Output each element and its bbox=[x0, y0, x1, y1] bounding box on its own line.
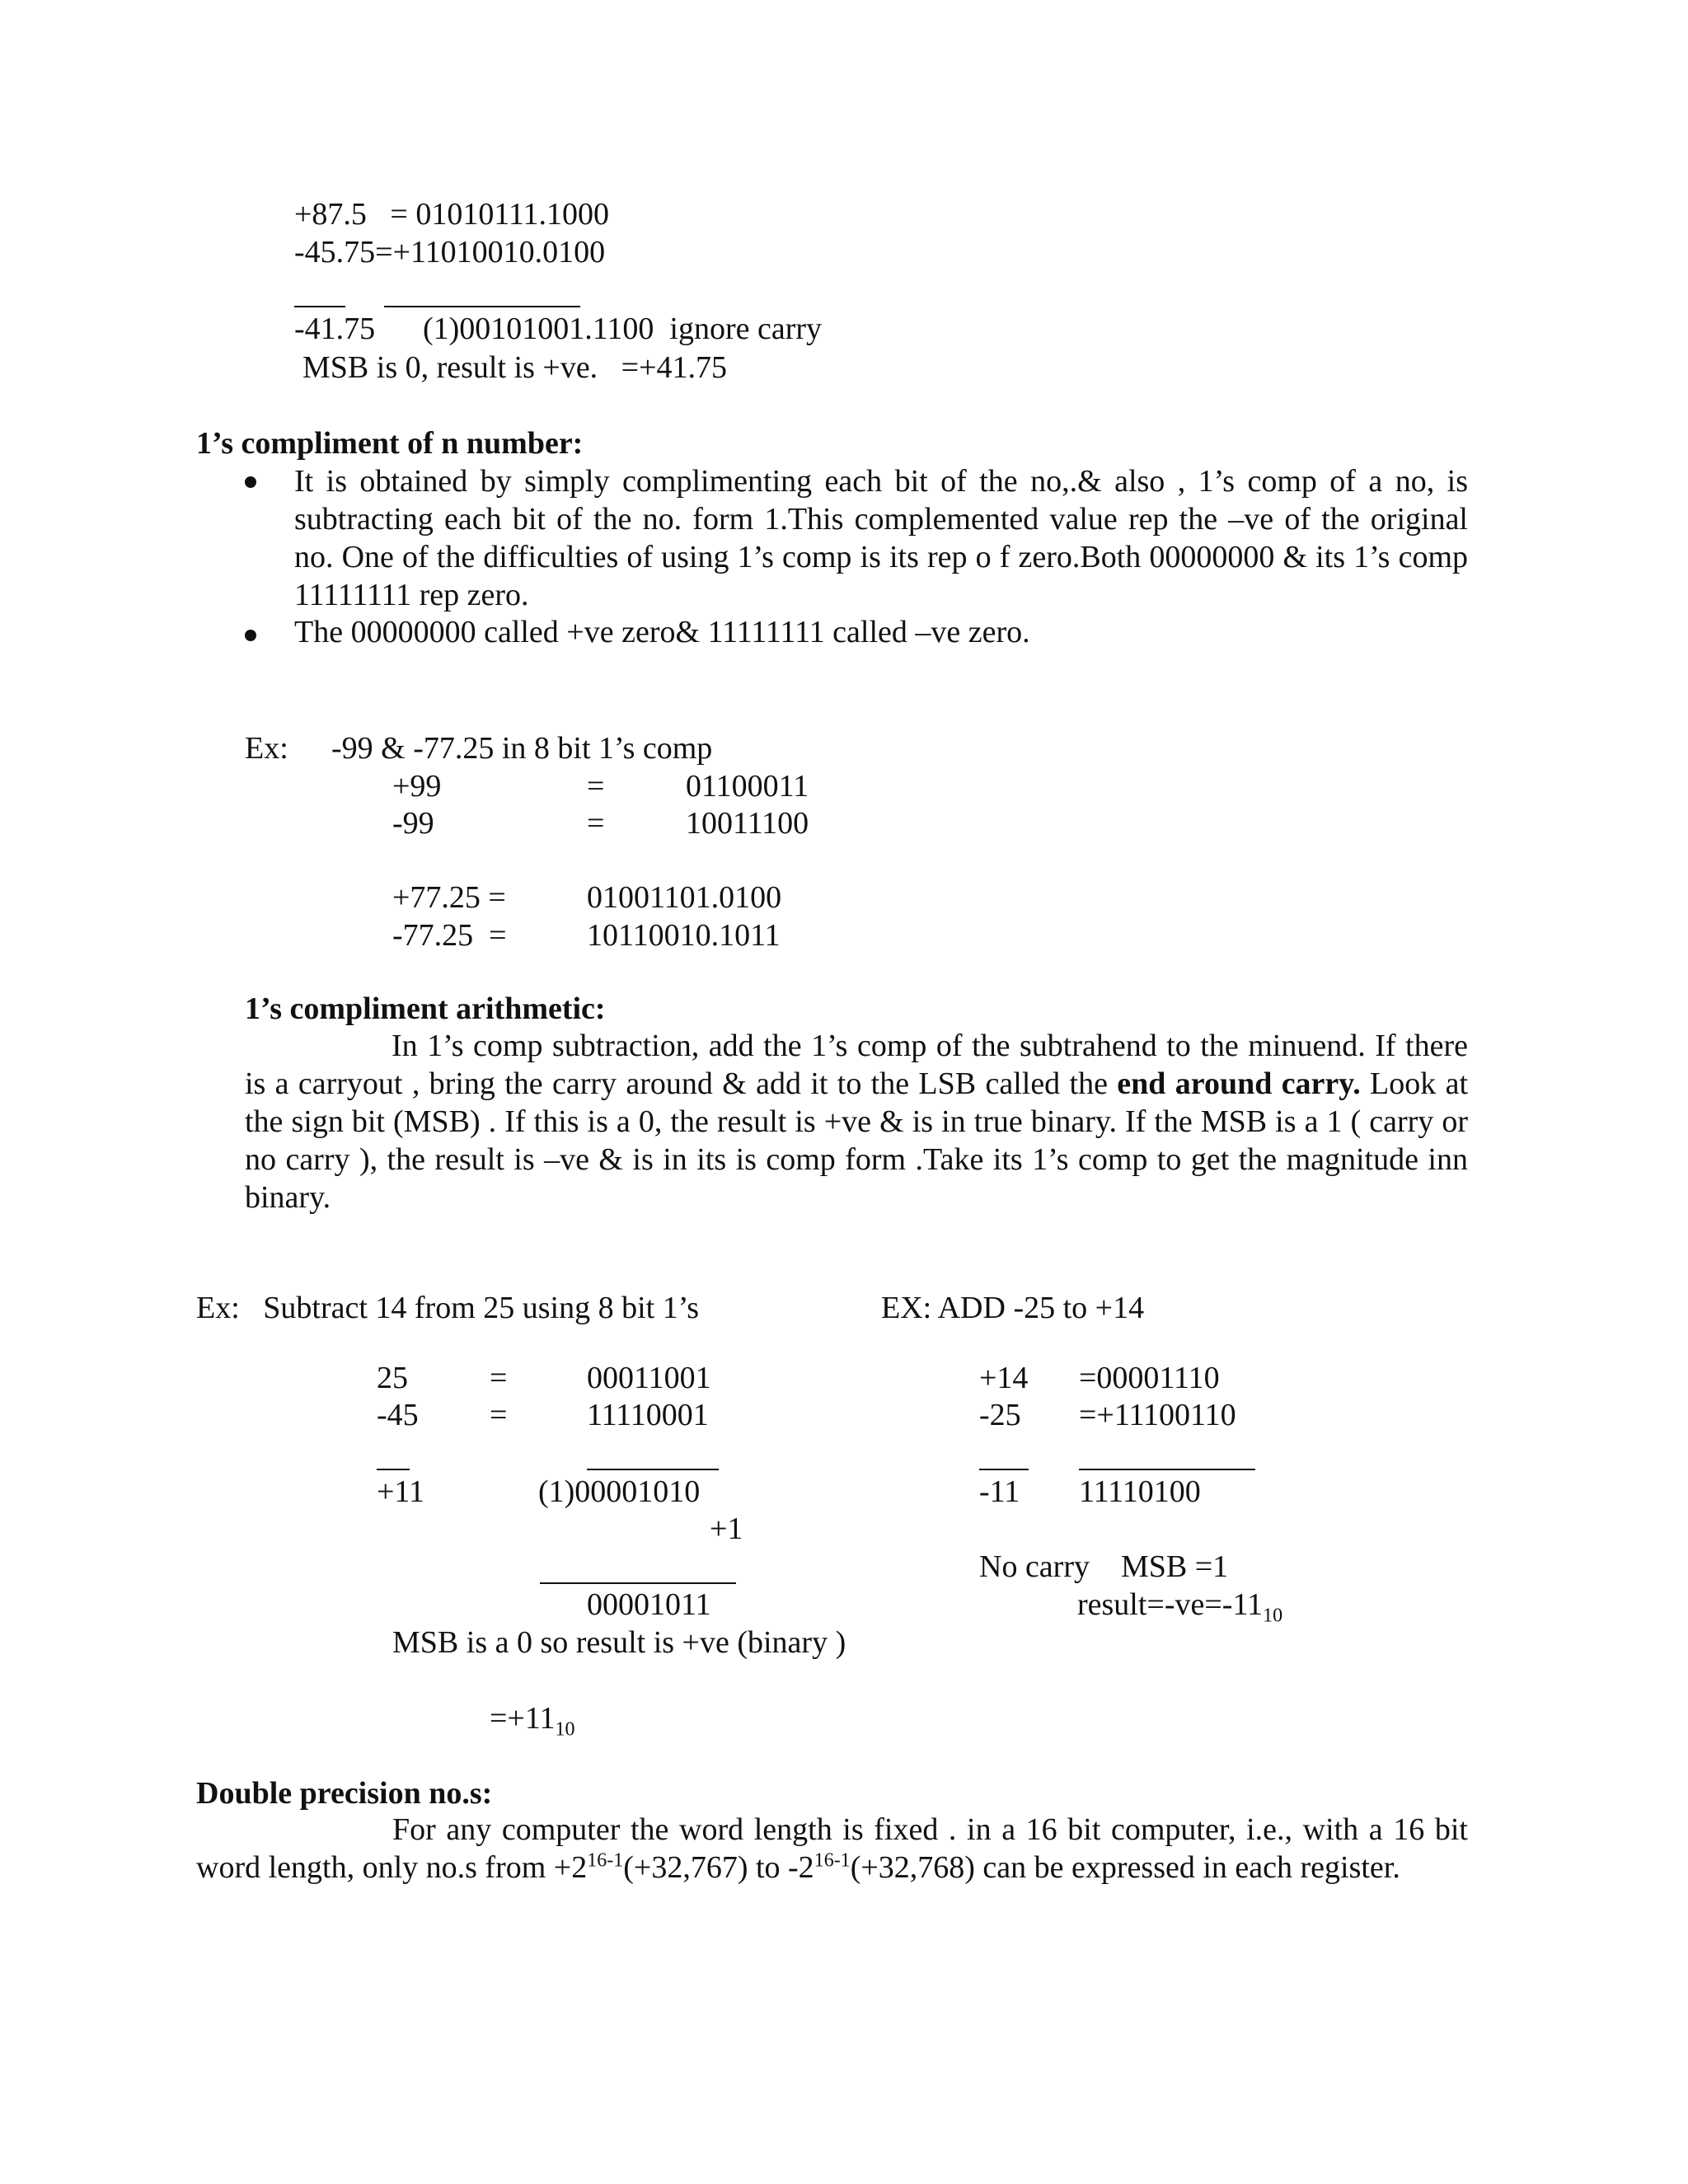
ex3-r3-binary: 11110100 bbox=[1079, 1474, 1201, 1509]
ex2-r1-value: 25 bbox=[377, 1361, 408, 1395]
ex1-r2-binary: 10011100 bbox=[686, 806, 809, 841]
example-title: -99 & -77.25 in 8 bit 1’s comp bbox=[331, 731, 713, 766]
ex3-r3-value: -11 bbox=[979, 1474, 1020, 1509]
top-line-2: -45.75=+11010010.0100 bbox=[294, 235, 606, 269]
top-result-left: -41.75 bbox=[294, 312, 376, 346]
ex2-r3-binary: (1)00001010 bbox=[538, 1474, 701, 1509]
ex1-r2-eq: = bbox=[587, 806, 605, 841]
bullet bbox=[245, 476, 256, 488]
underline bbox=[979, 1469, 1029, 1470]
section-heading: 1’s compliment arithmetic: bbox=[245, 991, 606, 1026]
bullet-text: It is obtained by simply complimenting each bit of the no,.& also , 1’s comp of a no, is subtracting each bit of the no. form 1.This complemented value rep the –ve of the original no. One of the difficulties of using 1’s comp is its rep o f zero.Both 00000000 & its 1’s comp 11111111 rep zero. bbox=[294, 464, 1468, 612]
ex1-r4-value: -77.25 = bbox=[392, 918, 507, 953]
underline bbox=[294, 306, 345, 307]
ex2-result: $=+11_{10}$ bbox=[490, 1701, 575, 1741]
underline bbox=[384, 306, 580, 307]
underline bbox=[1079, 1469, 1255, 1470]
arith-paragraph: In 1’s comp subtraction, add the 1’s comp of the subtrahend to the minuend. If there is a carryout , bring the carry around & add it to the LSB called the end around carry. Look at the sign bit (MSB) . If this is a 0, the result is +ve & is in true binary. If the MSB is a 1 ( carry or no carry ), the result is –ve & is in its is comp form .Take its 1’s comp to get the magnitude inn binary. bbox=[245, 1029, 1469, 1215]
ex1-r4-binary: 10110010.1011 bbox=[587, 918, 781, 953]
example-label: EX: ADD -25 to +14 bbox=[881, 1291, 1145, 1325]
ex2-sum: 00001011 bbox=[587, 1587, 711, 1622]
section-heading: Double precision no.s: bbox=[196, 1776, 493, 1811]
ex3-r1-binary: =00001110 bbox=[1079, 1361, 1220, 1395]
top-result-right: (1)00101001.1100 ignore carry bbox=[423, 312, 823, 346]
top-msb: MSB is 0, result is +ve. =+41.75 bbox=[302, 350, 728, 385]
ex2-r1-eq: = bbox=[490, 1361, 508, 1395]
ex2-r1-binary: 00011001 bbox=[587, 1361, 711, 1395]
top-line-1: +87.5 = 01010111.1000 bbox=[294, 197, 610, 232]
ex2-r2-binary: 11110001 bbox=[587, 1398, 709, 1432]
ex2-r3-value: +11 bbox=[377, 1474, 425, 1509]
ex2-r2-value: -45 bbox=[377, 1398, 419, 1432]
ex3-carry: No carry MSB =1 bbox=[979, 1549, 1229, 1584]
ex1-r1-eq: = bbox=[587, 769, 605, 804]
ex1-r3-value: +77.25 = bbox=[392, 880, 506, 915]
ex3-r2-binary: =+11100110 bbox=[1079, 1398, 1236, 1432]
bullet-text: The 00000000 called +ve zero& 11111111 called –ve zero. bbox=[294, 615, 1030, 649]
ex2-msb: MSB is a 0 so result is +ve (binary ) bbox=[392, 1625, 846, 1660]
bullet bbox=[245, 630, 256, 641]
ex3-r2-value: -25 bbox=[979, 1398, 1021, 1432]
ex1-r2-value: -99 bbox=[392, 806, 434, 841]
ex3-r1-value: +14 bbox=[979, 1361, 1029, 1395]
ex2-carry: +1 bbox=[710, 1511, 743, 1546]
example-label: Ex: bbox=[245, 731, 288, 766]
underline bbox=[587, 1469, 719, 1470]
ex1-r1-value: +99 bbox=[392, 769, 442, 804]
example-label: Ex: Subtract 14 from 25 using 8 bit 1’s bbox=[196, 1291, 700, 1325]
underline bbox=[377, 1469, 410, 1470]
ex3-result: $result=-ve=-11_{10}$ bbox=[1077, 1587, 1283, 1627]
ex1-r3-binary: 01001101.0100 bbox=[587, 880, 782, 915]
ex1-r1-binary: 01100011 bbox=[686, 769, 809, 804]
section-heading: 1’s compliment of n number: bbox=[196, 426, 584, 461]
underline bbox=[540, 1582, 736, 1584]
ex2-r2-eq: = bbox=[490, 1398, 508, 1432]
double-paragraph: For any computer the word length is fixed . in a 16 bit computer, i.e., with a 16 bit word length, only no.s from $+2^{16-1}(+32,767)$ to $-2^{16-1}(+32,768)$ can be expressed in each register. bbox=[196, 1812, 1468, 1885]
